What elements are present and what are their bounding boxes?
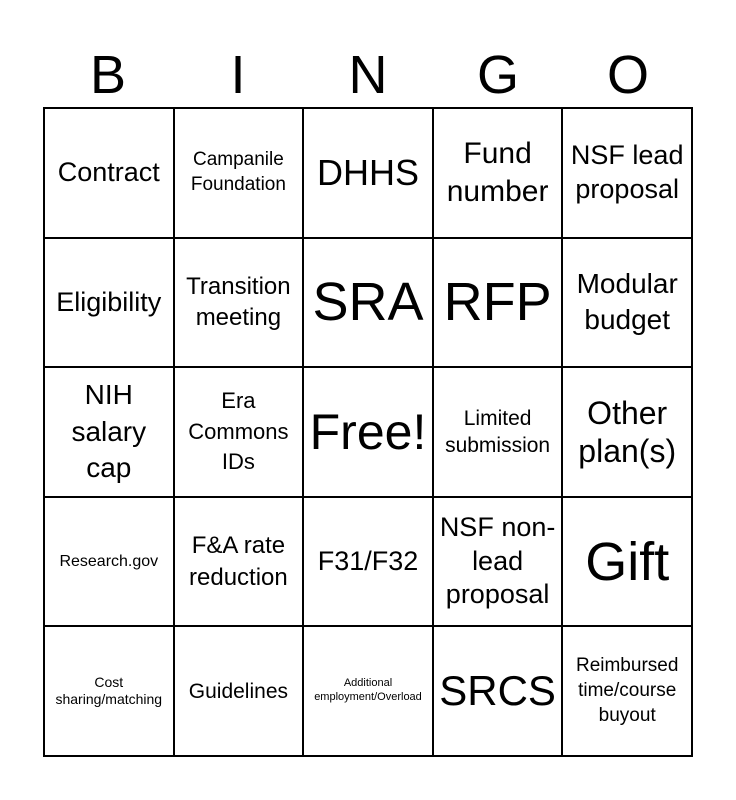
cell-label: RFP [443, 272, 552, 333]
bingo-cell-r3-c5[interactable] [563, 368, 693, 498]
bingo-cell-r5-c2[interactable] [175, 627, 305, 757]
bingo-cell-r3-c4[interactable] [434, 368, 564, 498]
cell-label: Limited submission [445, 406, 551, 457]
cell-label: Era Commons IDs [188, 387, 289, 475]
bingo-cell-r1-c2[interactable] [175, 109, 305, 239]
bingo-header [43, 44, 693, 106]
cell-label: Fund number [446, 137, 549, 208]
cell-label: F&A rate reduction [189, 532, 288, 591]
bingo-cell-r2-c3[interactable] [304, 239, 434, 369]
bingo-cell-r1-c4[interactable] [434, 109, 564, 239]
header-letter-o: O [606, 45, 649, 105]
bingo-cell-r2-c4[interactable] [434, 239, 564, 369]
cell-label: Gift [585, 531, 670, 592]
bingo-cell-r5-c1[interactable] [45, 627, 175, 757]
bingo-cell-r1-c3[interactable] [304, 109, 434, 239]
header-letter-b: B [89, 45, 127, 105]
bingo-cell-r3-c3[interactable] [304, 368, 434, 498]
cell-label: Contract [57, 156, 160, 187]
cell-label: Transition meeting [186, 273, 291, 332]
cell-label: NIH salary cap [71, 379, 147, 484]
bingo-cell-r1-c1[interactable] [45, 109, 175, 239]
header-letter-i: I [230, 45, 246, 105]
bingo-cell-r2-c5[interactable] [563, 239, 693, 369]
cell-label: Eligibility [56, 286, 162, 317]
bingo-board [43, 107, 693, 757]
header-letter-g: G [476, 45, 519, 105]
bingo-cell-r5-c5[interactable] [563, 627, 693, 757]
cell-label: Cost sharing/matching [55, 673, 163, 708]
bingo-cell-r4-c5[interactable] [563, 498, 693, 628]
bingo-cell-r4-c3[interactable] [304, 498, 434, 628]
bingo-cell-r1-c5[interactable] [563, 109, 693, 239]
bingo-cell-r3-c1[interactable] [45, 368, 175, 498]
cell-label: Additional employment/Overload [314, 677, 422, 704]
bingo-cell-r5-c4[interactable] [434, 627, 564, 757]
bingo-cell-r4-c4[interactable] [434, 498, 564, 628]
bingo-cell-r3-c2[interactable] [175, 368, 305, 498]
bingo-cell-r4-c2[interactable] [175, 498, 305, 628]
bingo-cell-r5-c3[interactable] [304, 627, 434, 757]
cell-label: DHHS [316, 152, 419, 193]
cell-label: Reimbursed time/course buyout [575, 655, 679, 726]
bingo-cell-r4-c1[interactable] [45, 498, 175, 628]
cell-label: NSF lead proposal [570, 140, 684, 204]
cell-label: SRA [312, 272, 424, 333]
bingo-cell-r2-c2[interactable] [175, 239, 305, 369]
bingo-cell-r2-c1[interactable] [45, 239, 175, 369]
cell-label: Guidelines [188, 679, 288, 703]
cell-label: Research.gov [59, 552, 159, 570]
cell-label: Other plan(s) [578, 394, 677, 469]
cell-label: F31/F32 [317, 545, 419, 576]
cell-label: SRCS [439, 667, 556, 715]
cell-label: Modular budget [576, 268, 678, 336]
cell-label: Campanile Foundation [190, 149, 286, 195]
header-letter-n: N [348, 45, 388, 105]
cell-label: NSF non-lead proposal [439, 511, 556, 610]
cell-label: Free! [309, 403, 427, 460]
